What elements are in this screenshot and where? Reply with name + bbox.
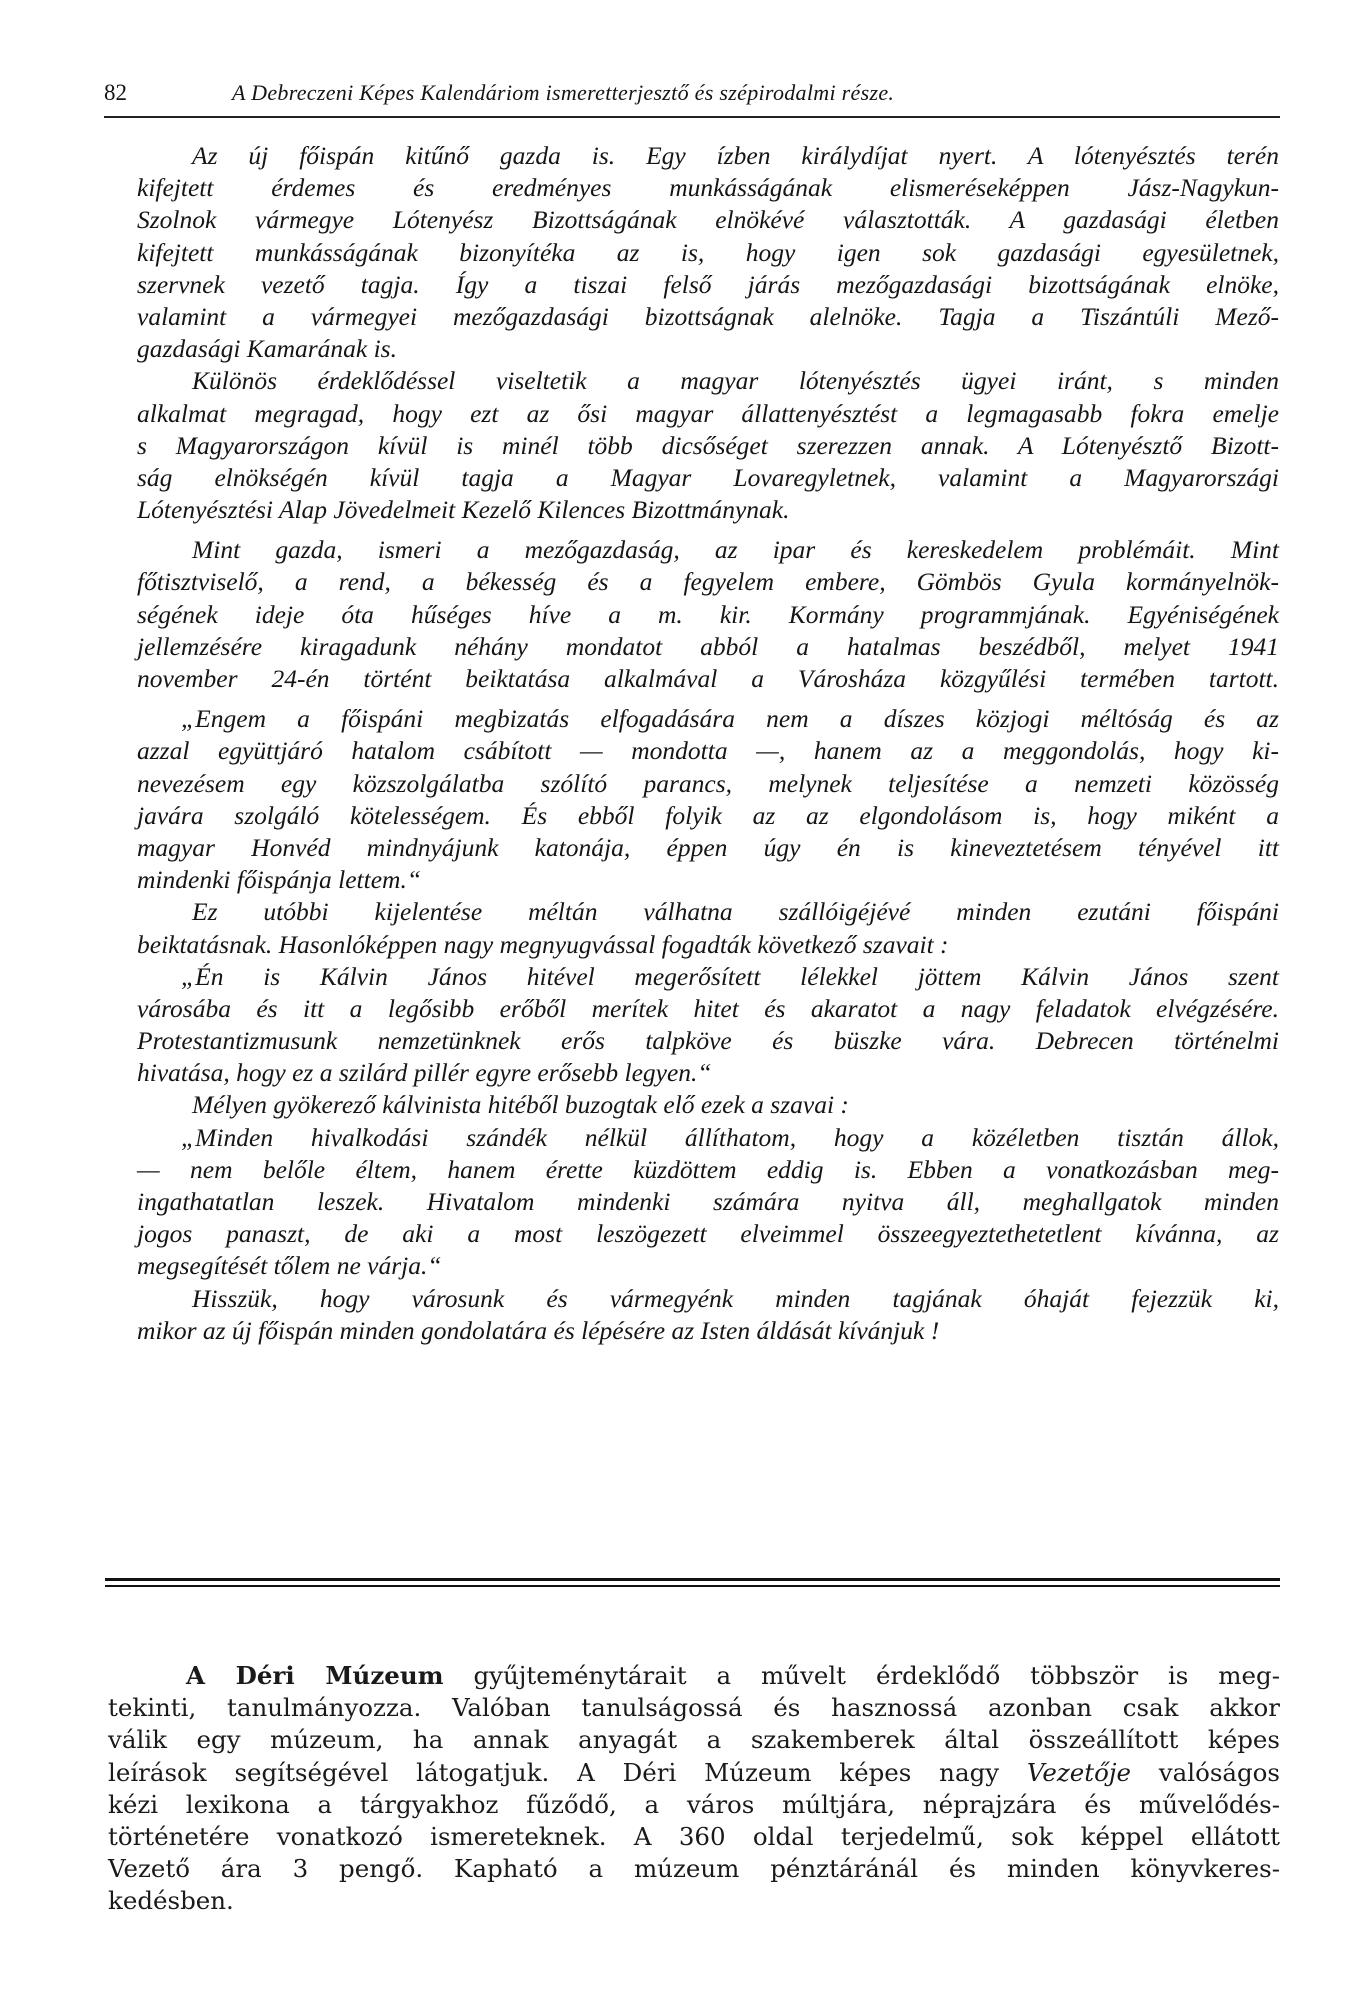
notice-line: kézi lexikona a tárgyakhoz fűződő, a város múltjára, néprajzára és művelődés- [108,1789,1280,1819]
text-line: Hisszük, hogy városunk és vármegyénk minden tagjának óhaját fejezzük ki, [192,1283,1279,1313]
notice-line [108,1660,1280,1692]
quote-line: nevezésem egy közszolgálatba szólító parancs, melynek teljesítése a nemzeti közösség [137,768,1279,798]
quote-line: mindenki főispánja lettem.“ [137,865,422,895]
text-line: november 24-én történt beiktatása alkalmával a Városháza közgyűlési termében tartott. [137,664,1279,693]
text-line: ségének ideje óta hűséges híve a m. kir. Kormány programmjának. Egyéniségének [137,599,1279,629]
quote-line: magyar Honvéd mindnyájunk katonája, éppen úgy én is kineveztetésem tényével itt [137,832,1279,862]
quote-line: hivatása, hogy ez a szilárd pillér egyre erősebb legyen.“ [137,1058,712,1088]
notice-line: tekinti, tanulmányozza. Valóban tanulságossá és hasznossá azonban csak akkor [108,1693,1280,1723]
text-line: szervnek vezető tagja. Így a tiszai felső járás mezőgazdasági bizottságának elnöke, [137,269,1279,299]
text-line: Mint gazda, ismeri a mezőgazdaság, az ipar és kereskedelem problémáit. Mint [192,535,1279,565]
text-line: kifejtett érdemes és eredményes munkásságának elismeréseképpen Jász-Nagykun- [137,173,1279,203]
notice-line: Vezető ára 3 pengő. Kapható a múzeum pénztáránál és minden könyvkeres- [108,1854,1280,1884]
page-header [104,76,1280,116]
text-line: Lótenyésztési Alap Jövedelmeit Kezelő Kilences Bizottmánynak. [137,495,790,525]
text-line: főtisztviselő, a rend, a békesség és a fegyelem embere, Gömbös Gyula kormányelnök- [137,567,1279,597]
text-line: alkalmat megragad, hogy ezt az ősi magyar állattenyésztést a legmagasabb fokra emelje [137,398,1279,428]
notice-line [108,1757,1280,1789]
quote-line: „Én is Kálvin János hitével megerősített lélekkel jöttem Kálvin János szent [181,961,1279,991]
notice-italic-title: Vezetője [1026,1757,1131,1787]
text-line: Ez utóbbi kijelentése méltán válhatna szállóigéjévé minden ezutáni főispáni [192,897,1279,927]
section-divider [105,1578,1280,1587]
text-line: s Magyarországon kívül is minél több dicsőséget szerezzen annak. A Lótenyésztő Bizott- [137,430,1279,460]
text-line: Különös érdeklődéssel viseltetik a magyar lótenyésztés ügyei iránt, s minden [192,366,1279,396]
quote-line: „Minden hivalkodási szándék nélkül állíthatom, hogy a közéletben tisztán állok, [181,1122,1279,1152]
notice-text: valóságos [1130,1757,1281,1787]
quote-line: „Engem a főispáni megbizatás elfogadására nem a díszes közjogi méltóság és az [181,704,1279,734]
text-line: ság elnökségén kívül tagja a Magyar Lovaregyletnek, valamint a Magyarországi [137,462,1279,492]
text-line: Szolnok vármegye Lótenyész Bizottságának elnökévé választották. A gazdasági életben [137,205,1279,235]
text-line: Az új főispán kitűnő gazda is. Egy ízben királydíjat nyert. A lótenyésztés terén [192,141,1279,170]
quote-line: ingathatatlan leszek. Hivatalom mindenki számára nyitva áll, meghallgatok minden [137,1187,1279,1216]
text-line: mikor az új főispán minden gondolatára és lépésére az Isten áldását kívánjuk ! [137,1315,940,1345]
divider-rule-top [105,1578,1280,1581]
divider-rule-bottom [105,1585,1280,1587]
notice-bold-lead: A Déri Múzeum [186,1661,444,1690]
text-line: kifejtett munkásságának bizonyítéka az is, hogy igen sok gazdasági egyesületnek, [137,237,1279,267]
quote-line: megsegítését tőlem ne várja.“ [137,1251,442,1281]
museum-notice [108,1660,1280,1918]
article-body [137,140,1279,1347]
quote-line: azzal együttjáró hatalom csábított — mondotta —, hanem az a meggondolás, hogy ki- [137,736,1279,766]
notice-line: kedésben. [108,1886,234,1916]
notice-line: válik egy múzeum, ha annak anyagát a szakemberek által összeállított képes [108,1725,1280,1755]
text-line: gazdasági Kamarának is. [137,334,397,364]
running-head: A Debreczeni Képes Kalendáriom ismeretterjesztő és szépirodalmi része. [232,80,895,105]
quote-line: — nem belőle éltem, hanem érette küzdöttem eddig is. Ebben a vonatkozásban meg- [137,1154,1279,1184]
page-number: 82 [104,80,127,105]
notice-line: történetére vonatkozó ismereteknek. A 360 oldal terjedelmű, sok képpel ellátott [108,1821,1280,1851]
text-line: Mélyen gyökerező kálvinista hitéből buzogtak elő ezek a szavai : [192,1090,849,1120]
quote-line: Protestantizmusunk nemzetünknek erős talpköve és büszke vára. Debrecen történelmi [137,1026,1279,1056]
quote-line: javára szolgáló kötelességem. És ebből folyik az az elgondolásom is, hogy miként a [137,800,1279,830]
text-line: valamint a vármegyei mezőgazdasági bizottságnak alelnöke. Tagja a Tiszántúli Mező- [137,301,1279,331]
text-line: jellemzésére kiragadunk néhány mondatot abból a hatalmas beszédből, melyet 1941 [137,631,1279,661]
notice-text: leírások segítségével látogatjuk. A Déri Múzeum képes nagy [108,1757,1027,1787]
header-rule [104,116,1280,118]
notice-text: gyűjteménytárait a művelt érdeklődő többször is meg- [443,1661,1280,1690]
quote-line: jogos panaszt, de aki a most leszögezett elveimmel összeegyeztethetetlent kívánna, az [137,1219,1279,1249]
text-line: beiktatásnak. Hasonlóképpen nagy megnyugvással fogadták következő szavait : [137,929,949,959]
quote-line: városába és itt a legősibb erőből merítek hitet és akaratot a nagy feladatok elvégzésére. [137,993,1279,1023]
